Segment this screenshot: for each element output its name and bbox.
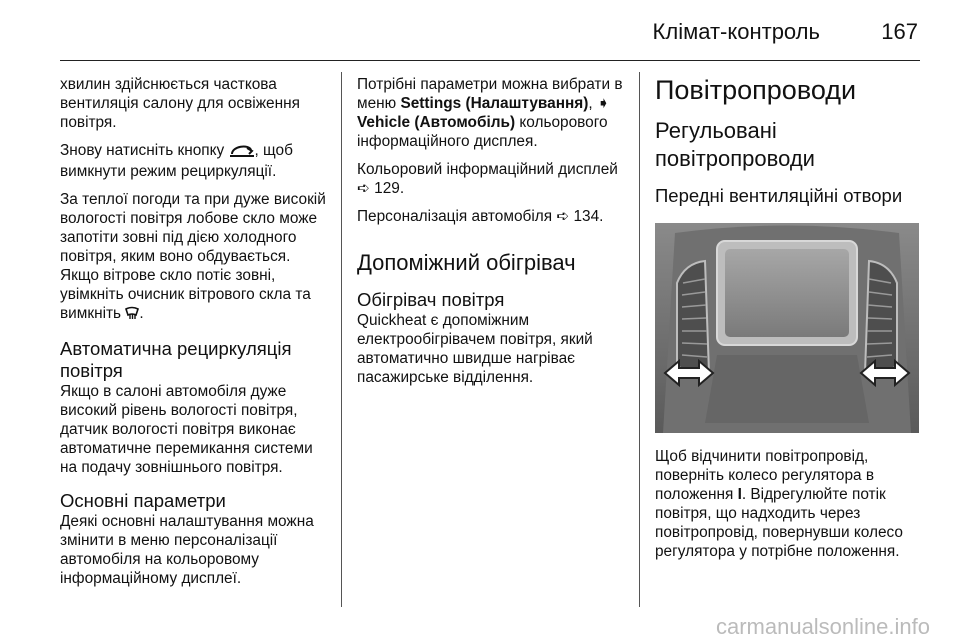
column-2 bbox=[357, 75, 629, 396]
recirculation-icon bbox=[229, 143, 255, 162]
menu-settings-label: Settings (Налаштування) bbox=[400, 95, 589, 112]
text: , щоб вимкнути режим рециркуляції. bbox=[60, 142, 293, 180]
column-1 bbox=[60, 75, 332, 597]
paragraph-ventilation: хвилин здійснюється часткова вентиляція салону для освіження повітря. bbox=[60, 76, 300, 131]
page-header-title: Клімат-контроль bbox=[652, 19, 820, 44]
column-divider-1 bbox=[341, 72, 342, 607]
text: Щоб відчинити повітропровід, поверніть колесо регулятора в положення bbox=[655, 448, 875, 503]
position-symbol: I bbox=[737, 486, 742, 503]
paragraph-basic-settings: Деякі основні налаштування можна змінити в меню персоналізації автомобіля на кольоровому інформаційному дисплеї. bbox=[60, 513, 314, 587]
menu-vehicle-label: Vehicle (Автомобіль) bbox=[357, 114, 516, 131]
heading-front-vents: Передні вентиляційні отвори bbox=[655, 185, 903, 206]
heading-adjustable-vents: Регульовані повітропроводи bbox=[655, 118, 815, 171]
header-divider bbox=[60, 60, 920, 61]
front-vents-illustration bbox=[655, 223, 919, 433]
column-3 bbox=[655, 75, 923, 570]
watermark: carmanualsonline.info bbox=[715, 614, 930, 639]
paragraph-recirc-off bbox=[60, 141, 332, 181]
heading-auxiliary-heater: Допоміжний обігрівач bbox=[357, 250, 576, 275]
paragraph-settings-menu bbox=[357, 75, 629, 151]
heading-basic-settings: Основні параметри bbox=[60, 490, 226, 511]
text: За теплої погоди та при дуже високій вологості повітря лобове скло може запотіти зовні під дією холодного повітря, яким воно обдувається. Якщо вітрове скло потіє зовні, увімкніть очисник вітрового скла та вимкніть bbox=[60, 191, 326, 322]
paragraph-auto-recirculation: Якщо в салоні автомобіля дуже високий рівень вологості повітря, датчик вологості повітря виконає автоматичне перемикання системи на подачу зовнішнього повітря. bbox=[60, 383, 313, 476]
paragraph-open-vent bbox=[655, 447, 923, 561]
text: . Відрегулюйте потік повітря, що надходить через повітропровід, повернувши колесо регулятора у потрібне положення. bbox=[655, 486, 903, 560]
menu-arrow-icon: ➧ bbox=[596, 95, 610, 112]
heading-auto-recirculation: Автоматична рециркуляція повітря bbox=[60, 338, 292, 381]
page-number: 167 bbox=[881, 19, 918, 44]
column-divider-2 bbox=[639, 72, 640, 607]
text: Потрібні параметри можна вибрати в меню bbox=[357, 76, 623, 112]
paragraph-fogging bbox=[60, 190, 332, 325]
heading-air-vents: Повітропроводи bbox=[655, 75, 857, 105]
paragraph-quickheat: Quickheat є допоміжним електрообігрівачем повітря, який автоматично швидше нагріває пасажирське відділення. bbox=[357, 312, 593, 386]
text: кольорового інформаційного дисплея. bbox=[357, 114, 608, 150]
reference-colour-display: Кольоровий інформаційний дисплей ➪ 129. bbox=[357, 161, 618, 197]
windscreen-defrost-icon bbox=[125, 306, 139, 325]
heading-air-heater: Обігрівач повітря bbox=[357, 289, 505, 310]
text: . bbox=[139, 305, 144, 322]
text: Знову натисніть кнопку bbox=[60, 142, 229, 159]
reference-personalisation: Персоналізація автомобіля ➪ 134. bbox=[357, 208, 604, 225]
text: , bbox=[588, 95, 597, 112]
